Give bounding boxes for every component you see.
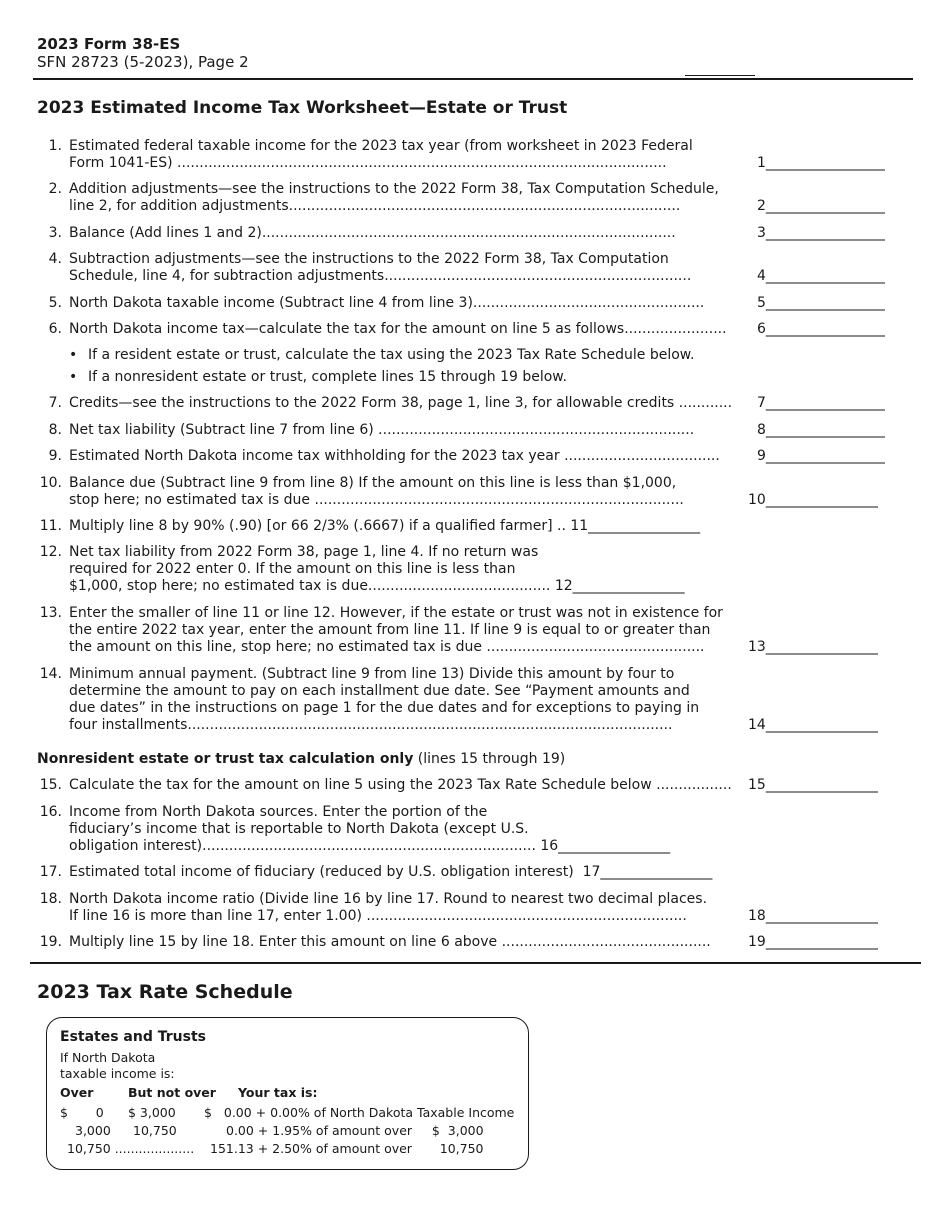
schedule-row-1-over: $ 0 bbox=[60, 1105, 104, 1120]
bullet-icon: • bbox=[69, 369, 78, 385]
line-text: If line 16 is more than line 17, enter 1.00) ........................................................................ bbox=[69, 908, 687, 924]
worksheet-title: 2023 Estimated Income Tax Worksheet—Estate or Trust bbox=[37, 98, 568, 118]
line-text: Schedule, line 4, for subtraction adjustments..................................................................... bbox=[69, 268, 692, 284]
line-number: 11. bbox=[39, 518, 62, 534]
form-subtitle: SFN 28723 (5-2023), Page 2 bbox=[37, 53, 249, 71]
schedule-intro-line-1: If North Dakota bbox=[60, 1050, 156, 1065]
line-text: obligation interest)........................................................................... 16________________ bbox=[69, 838, 671, 854]
schedule-row-1-tax: $ 0.00 + 0.00% of North Dakota Taxable Income bbox=[204, 1105, 515, 1120]
bullet-text: If a nonresident estate or trust, complete lines 15 through 19 below. bbox=[88, 369, 567, 385]
line-text: the amount on this line, stop here; no estimated tax is due ................................................. bbox=[69, 639, 705, 655]
line-text: Net tax liability (Subtract line 7 from line 6) ....................................................................... bbox=[69, 422, 695, 438]
line-entry-field[interactable]: 1_________________ bbox=[757, 155, 885, 171]
line-text: Subtraction adjustments—see the instructions to the 2022 Form 38, Tax Computation bbox=[69, 251, 669, 267]
line-entry-field[interactable]: 9_________________ bbox=[757, 448, 885, 464]
line-text: line 2, for addition adjustments........................................................................................ bbox=[69, 198, 681, 214]
line-number: 18. bbox=[39, 891, 62, 907]
line-number: 8. bbox=[48, 422, 62, 438]
line-text: Addition adjustments—see the instructions to the 2022 Form 38, Tax Computation Schedule, bbox=[69, 181, 719, 197]
top-rule-accent bbox=[685, 75, 755, 76]
line-text: Estimated federal taxable income for the 2023 tax year (from worksheet in 2023 Federal bbox=[69, 138, 693, 154]
nonresident-heading-bold: Nonresident estate or trust tax calculation only bbox=[37, 751, 414, 767]
line-number: 10. bbox=[39, 475, 62, 491]
line-text: Multiply line 8 by 90% (.90) [or 66 2/3% (.6667) if a qualified farmer] .. 11________________ bbox=[69, 518, 701, 534]
bullet-text: If a resident estate or trust, calculate the tax using the 2023 Tax Rate Schedule below. bbox=[88, 347, 695, 363]
schedule-intro-line-2: taxable income is: bbox=[60, 1066, 175, 1081]
line-entry-field[interactable]: 6_________________ bbox=[757, 321, 885, 337]
column-header-but-not-over: But not over bbox=[128, 1085, 216, 1100]
line-text: Credits—see the instructions to the 2022 Form 38, page 1, line 3, for allowable credits ............ bbox=[69, 395, 733, 411]
line-number: 16. bbox=[39, 804, 62, 820]
line-number: 6. bbox=[48, 321, 62, 337]
column-header-your-tax: Your tax is: bbox=[238, 1085, 318, 1100]
line-text: Balance due (Subtract line 9 from line 8) If the amount on this line is less than $1,000, bbox=[69, 475, 677, 491]
line-number: 14. bbox=[39, 666, 62, 682]
line-number: 4. bbox=[48, 251, 62, 267]
schedule-row-2-over: 3,000 bbox=[75, 1123, 111, 1138]
line-number: 15. bbox=[39, 777, 62, 793]
column-header-over: Over bbox=[60, 1085, 94, 1100]
top-rule bbox=[33, 78, 913, 80]
line-text: due dates” in the instructions on page 1 for the due dates and for exceptions to paying in bbox=[69, 700, 700, 716]
form-title: 2023 Form 38-ES bbox=[37, 35, 181, 53]
line-text: North Dakota income tax—calculate the tax for the amount on line 5 as follows....................... bbox=[69, 321, 727, 337]
schedule-row-1-but: $ 3,000 bbox=[128, 1105, 176, 1120]
line-text: Multiply line 15 by line 18. Enter this amount on line 6 above ............................................... bbox=[69, 934, 711, 950]
line-text: Calculate the tax for the amount on line 5 using the 2023 Tax Rate Schedule below ................. bbox=[69, 777, 732, 793]
line-entry-field[interactable]: 4_________________ bbox=[757, 268, 885, 284]
line-entry-field[interactable]: 18________________ bbox=[748, 908, 878, 924]
line-number: 2. bbox=[48, 181, 62, 197]
line-entry-field[interactable]: 8_________________ bbox=[757, 422, 885, 438]
line-entry-field[interactable]: 2_________________ bbox=[757, 198, 885, 214]
line-text: the entire 2022 tax year, enter the amount from line 11. If line 9 is equal to or greater than bbox=[69, 622, 711, 638]
schedule-title: 2023 Tax Rate Schedule bbox=[37, 981, 293, 1003]
line-number: 5. bbox=[48, 295, 62, 311]
line-text: Enter the smaller of line 11 or line 12. However, if the estate or trust was not in existence for bbox=[69, 605, 723, 621]
line-text: North Dakota income ratio (Divide line 16 by line 17. Round to nearest two decimal places. bbox=[69, 891, 708, 907]
line-text: fiduciary’s income that is reportable to North Dakota (except U.S. bbox=[69, 821, 529, 837]
nonresident-heading-note: (lines 15 through 19) bbox=[417, 751, 566, 767]
schedule-subtitle: Estates and Trusts bbox=[60, 1029, 206, 1045]
line-entry-field[interactable]: 13________________ bbox=[748, 639, 878, 655]
line-number: 3. bbox=[48, 225, 62, 241]
line-text: required for 2022 enter 0. If the amount on this line is less than bbox=[69, 561, 516, 577]
line-number: 17. bbox=[39, 864, 62, 880]
line-text: North Dakota taxable income (Subtract line 4 from line 3).................................................... bbox=[69, 295, 705, 311]
nonresident-heading bbox=[37, 751, 565, 767]
bullet-icon: • bbox=[69, 347, 78, 363]
line-number: 13. bbox=[39, 605, 62, 621]
line-text: determine the amount to pay on each installment due date. See “Payment amounts and bbox=[69, 683, 690, 699]
line-entry-field[interactable]: 14________________ bbox=[748, 717, 878, 733]
line-number: 9. bbox=[48, 448, 62, 464]
line-entry-field[interactable]: 10________________ bbox=[748, 492, 878, 508]
schedule-row-2-but: 10,750 bbox=[133, 1123, 177, 1138]
line-number: 7. bbox=[48, 395, 62, 411]
section-divider bbox=[30, 962, 921, 964]
line-text: four installments............................................................................................................. bbox=[69, 717, 673, 733]
line-text: Form 1041-ES) .............................................................................................................. bbox=[69, 155, 667, 171]
line-entry-field[interactable]: 7_________________ bbox=[757, 395, 885, 411]
line-number: 1. bbox=[48, 138, 62, 154]
line-entry-field[interactable]: 3_________________ bbox=[757, 225, 885, 241]
schedule-row-2-tax: 0.00 + 1.95% of amount over $ 3,000 bbox=[226, 1123, 484, 1138]
line-text: Estimated North Dakota income tax withholding for the 2023 tax year ................................... bbox=[69, 448, 720, 464]
line-text: stop here; no estimated tax is due ................................................................................... bbox=[69, 492, 684, 508]
line-number: 19. bbox=[39, 934, 62, 950]
line-text: $1,000, stop here; no estimated tax is due......................................... 12________________ bbox=[69, 578, 685, 594]
schedule-row-3-over: 10,750 .................... bbox=[67, 1141, 195, 1156]
line-text: Estimated total income of fiduciary (reduced by U.S. obligation interest) 17________________ bbox=[69, 864, 713, 880]
schedule-row-3-tax: 151.13 + 2.50% of amount over 10,750 bbox=[210, 1141, 484, 1156]
line-text: Minimum annual payment. (Subtract line 9 from line 13) Divide this amount by four to bbox=[69, 666, 675, 682]
line-text: Income from North Dakota sources. Enter the portion of the bbox=[69, 804, 488, 820]
line-entry-field[interactable]: 5_________________ bbox=[757, 295, 885, 311]
line-entry-field[interactable]: 19________________ bbox=[748, 934, 878, 950]
line-entry-field[interactable]: 15________________ bbox=[748, 777, 878, 793]
line-text: Balance (Add lines 1 and 2)............................................................................................. bbox=[69, 225, 676, 241]
line-number: 12. bbox=[39, 544, 62, 560]
line-text: Net tax liability from 2022 Form 38, page 1, line 4. If no return was bbox=[69, 544, 539, 560]
